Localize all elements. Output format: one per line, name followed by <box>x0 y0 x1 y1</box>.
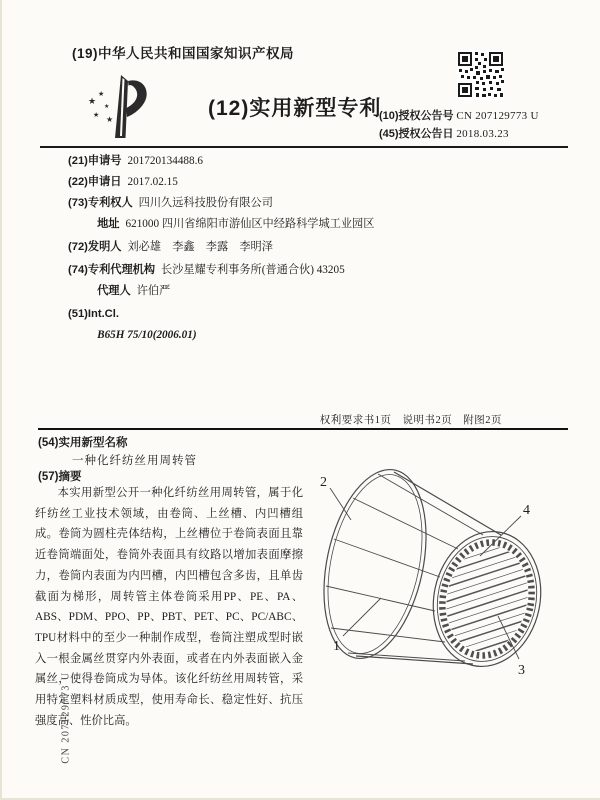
qr-code <box>457 50 504 105</box>
patent-drawing <box>304 458 574 695</box>
field-agent: 代理人 许伯严 <box>97 285 171 297</box>
publication-number-value: CN 207129773 U <box>456 110 539 122</box>
field-application-number: (21)申请号 201720134488.6 <box>68 155 203 167</box>
abstract-text: 本实用新型公开一种化纤纺丝用周转管，属于化纤纺丝工业技术领域，由卷筒、上丝槽、内凹槽组成。卷筒为圆柱壳体结构，上丝槽位于卷筒表面且靠近卷筒端面处，卷筒外表面具有纹路以增加表面摩擦力，卷筒内表面为内凹槽，内凹槽包含多齿，且单齿截面为梯形，周转管主体卷筒采用PP、PE、PA、ABS、PDM、PPO、PP、PBT、PET、PC、PC/ABC、TPU材料中的至少一种制作成型，卷筒注塑成型时嵌入一根金属丝贯穿内外表面，或者在内外表面嵌入金属丝，使得卷筒成为导体。该化纤纺丝用周转管，采用特定塑料材质成型，使用寿命长、稳定性好、抗压强度高、性价比高。 <box>35 487 303 727</box>
abstract-section-label: (57)摘要 <box>38 471 82 483</box>
leader-lines <box>330 488 521 659</box>
field-classification: B65H 75/10(2006.01) <box>97 329 197 341</box>
svg-text:★: ★ <box>106 115 114 124</box>
pages-count-info: 权利要求书1页 说明书2页 附图2页 <box>319 415 502 426</box>
field-int-cl: (51)Int.Cl. <box>68 308 119 320</box>
publication-number-label: (10)授权公告号 <box>379 110 454 122</box>
figure-label-2: 2 <box>320 475 327 490</box>
patent-office-title: (19)中华人民共和国国家知识产权局 <box>72 46 295 61</box>
field-patentee: (73)专利权人 四川久远科技股份有限公司 <box>68 197 273 209</box>
publication-date-label: (45)授权公告日 <box>379 127 454 140</box>
cnipa-logo <box>86 70 150 153</box>
document-type-title: (12)实用新型专利 <box>208 97 382 120</box>
publication-date-value: 2018.03.23 <box>456 127 509 140</box>
svg-text:★: ★ <box>93 111 100 119</box>
field-agency: (74)专利代理机构 长沙星耀专利事务所(普通合伙) 43205 <box>68 264 345 276</box>
publication-number-row <box>379 108 539 126</box>
field-address: 地址 621000 四川省绵阳市游仙区中经路科学城工业园区 <box>97 218 375 230</box>
inner-teeth-ring <box>432 534 542 664</box>
bibliographic-fields <box>68 153 375 348</box>
header-divider <box>40 146 568 148</box>
side-publication-code: CN 207129773 U <box>60 671 72 764</box>
publication-date-row <box>379 126 539 144</box>
svg-text:★: ★ <box>104 104 110 110</box>
figure-label-1: 1 <box>333 639 340 654</box>
svg-text:★: ★ <box>98 90 105 98</box>
field-application-date: (22)申请日 2017.02.15 <box>68 176 178 188</box>
publication-info <box>379 108 539 143</box>
star-icon: ★ <box>88 96 97 106</box>
field-inventors: (72)发明人 刘必雄 李鑫 李露 李明泽 <box>68 241 273 253</box>
title-section-label: (54)实用新型名称 <box>38 437 128 449</box>
utility-model-title: 一种化纤纺丝用周转管 <box>72 455 197 467</box>
figure-label-3: 3 <box>518 663 525 678</box>
figure-label-4: 4 <box>523 503 530 518</box>
section-divider <box>38 428 568 430</box>
